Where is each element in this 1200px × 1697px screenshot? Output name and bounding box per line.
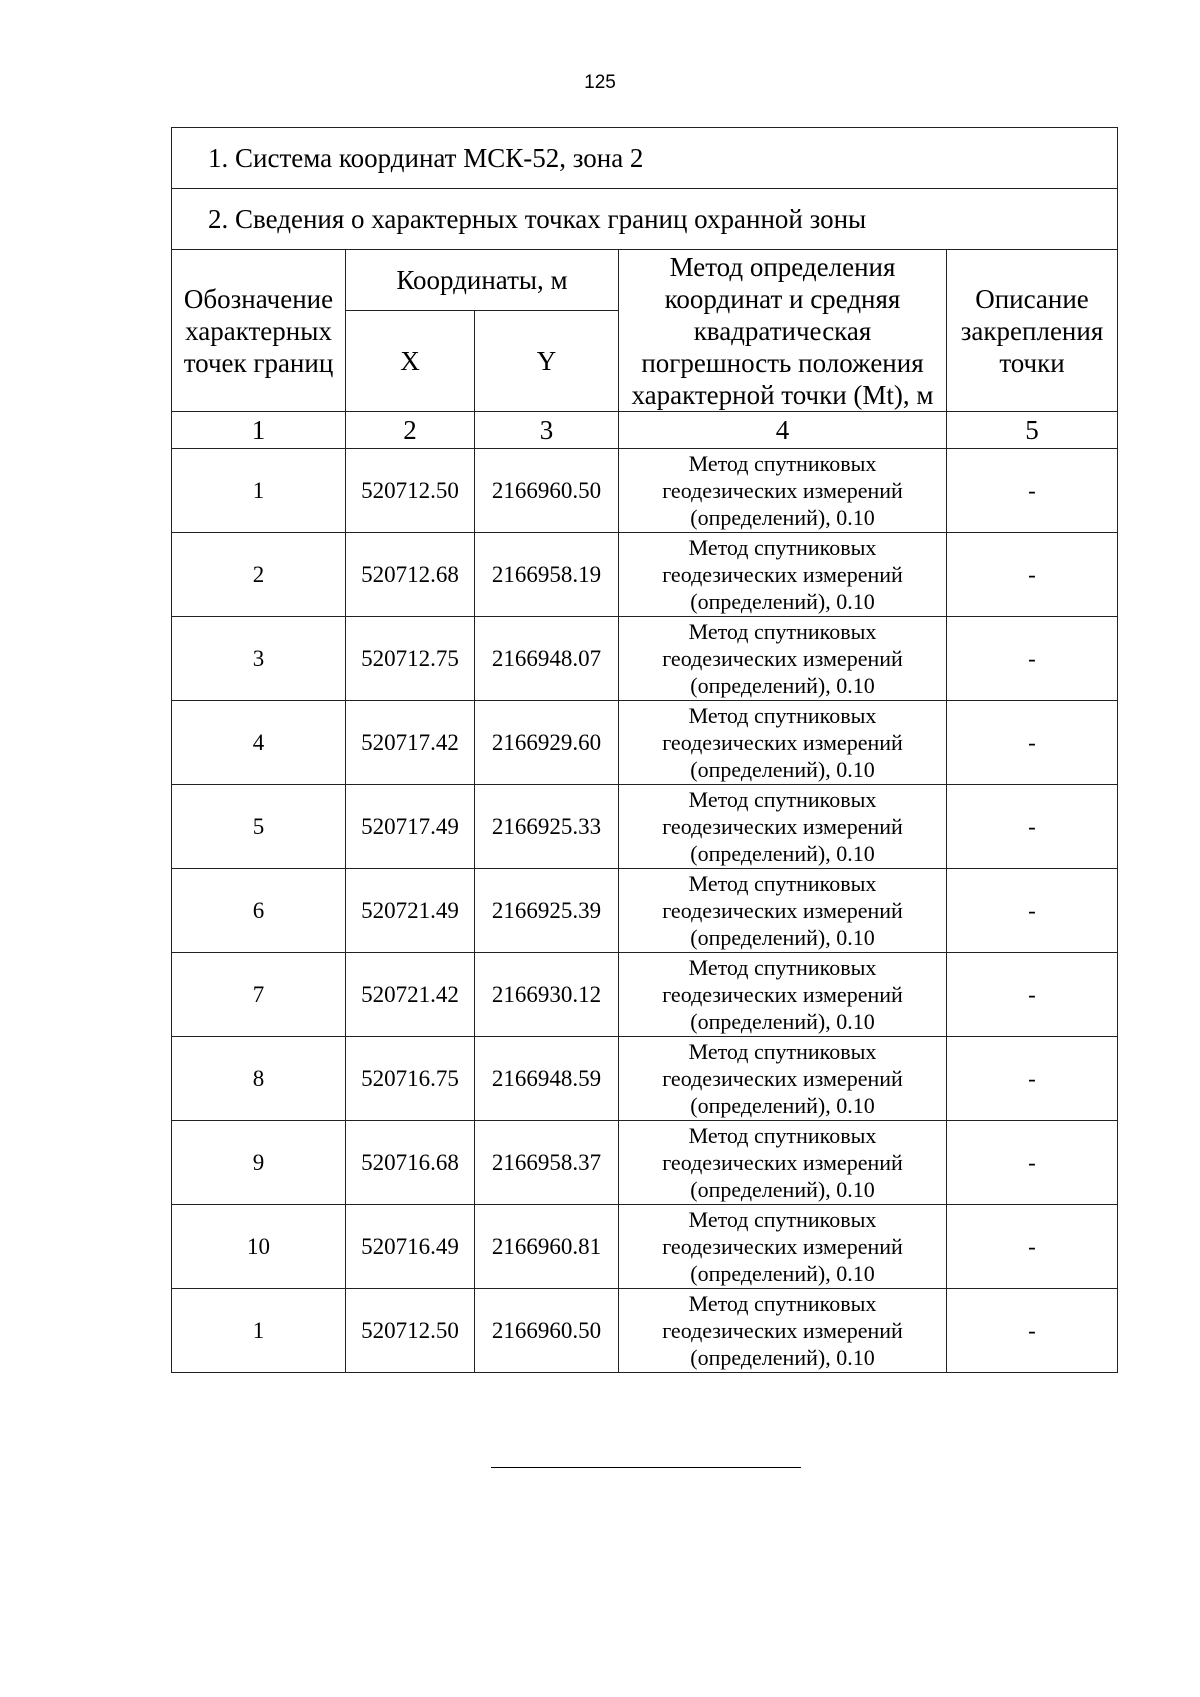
description-cell: - xyxy=(947,785,1118,869)
table-row xyxy=(172,1037,1118,1121)
method-cell: Метод спутниковых геодезических измерений (определений), 0.10 xyxy=(619,869,947,953)
point-id-cell: 6 xyxy=(172,869,346,953)
table-row xyxy=(172,617,1118,701)
coord-system-heading: 1. Система координат МСК-52, зона 2 xyxy=(172,128,1118,189)
column-number: 3 xyxy=(475,412,619,449)
description-cell: - xyxy=(947,869,1118,953)
point-id-cell: 3 xyxy=(172,617,346,701)
table-row xyxy=(172,1121,1118,1205)
method-cell: Метод спутниковых геодезических измерений (определений), 0.10 xyxy=(619,617,947,701)
description-cell: - xyxy=(947,701,1118,785)
point-id-cell: 1 xyxy=(172,449,346,533)
x-coordinate-cell: 520712.50 xyxy=(346,1289,475,1373)
x-coordinate-cell: 520716.68 xyxy=(346,1121,475,1205)
table-row xyxy=(172,449,1118,533)
point-id-cell: 9 xyxy=(172,1121,346,1205)
method-cell: Метод спутниковых геодезических измерений (определений), 0.10 xyxy=(619,1289,947,1373)
point-id-cell: 5 xyxy=(172,785,346,869)
y-coordinate-cell: 2166929.60 xyxy=(475,701,619,785)
table-row xyxy=(172,1205,1118,1289)
x-coordinate-cell: 520721.49 xyxy=(346,869,475,953)
header-designation: Обозначение характерных точек границ xyxy=(172,250,346,412)
x-coordinate-cell: 520712.50 xyxy=(346,449,475,533)
table-row xyxy=(172,1289,1118,1373)
description-cell: - xyxy=(947,617,1118,701)
y-coordinate-cell: 2166925.39 xyxy=(475,869,619,953)
description-cell: - xyxy=(947,1037,1118,1121)
table-row xyxy=(172,533,1118,617)
column-number: 1 xyxy=(172,412,346,449)
x-coordinate-cell: 520721.42 xyxy=(346,953,475,1037)
header-description: Описание закрепления точки xyxy=(947,250,1118,412)
header-coordinates: Координаты, м xyxy=(346,250,619,311)
method-cell: Метод спутниковых геодезических измерений (определений), 0.10 xyxy=(619,953,947,1037)
description-cell: - xyxy=(947,1205,1118,1289)
method-cell: Метод спутниковых геодезических измерений (определений), 0.10 xyxy=(619,701,947,785)
column-numbers-row xyxy=(172,412,1118,449)
y-coordinate-cell: 2166958.19 xyxy=(475,533,619,617)
y-coordinate-cell: 2166960.50 xyxy=(475,1289,619,1373)
column-number: 4 xyxy=(619,412,947,449)
header-y: Y xyxy=(475,311,619,412)
x-coordinate-cell: 520717.42 xyxy=(346,701,475,785)
method-cell: Метод спутниковых геодезических измерений (определений), 0.10 xyxy=(619,785,947,869)
y-coordinate-cell: 2166948.07 xyxy=(475,617,619,701)
method-cell: Метод спутниковых геодезических измерений (определений), 0.10 xyxy=(619,533,947,617)
table-row xyxy=(172,953,1118,1037)
x-coordinate-cell: 520712.75 xyxy=(346,617,475,701)
description-cell: - xyxy=(947,1121,1118,1205)
method-cell: Метод спутниковых геодезических измерений (определений), 0.10 xyxy=(619,449,947,533)
point-id-cell: 10 xyxy=(172,1205,346,1289)
page-number: 125 xyxy=(584,72,616,93)
column-number: 5 xyxy=(947,412,1118,449)
point-id-cell: 4 xyxy=(172,701,346,785)
point-id-cell: 2 xyxy=(172,533,346,617)
description-cell: - xyxy=(947,449,1118,533)
boundary-points-table xyxy=(171,127,1118,1373)
table-row xyxy=(172,701,1118,785)
point-id-cell: 8 xyxy=(172,1037,346,1121)
table-row xyxy=(172,869,1118,953)
method-cell: Метод спутниковых геодезических измерений (определений), 0.10 xyxy=(619,1037,947,1121)
x-coordinate-cell: 520712.68 xyxy=(346,533,475,617)
header-method: Метод определения координат и средняя квадратическая погрешность положения характерной точки (Mt), м xyxy=(619,250,947,412)
y-coordinate-cell: 2166948.59 xyxy=(475,1037,619,1121)
table-row xyxy=(172,785,1118,869)
description-cell: - xyxy=(947,533,1118,617)
points-info-heading: 2. Сведения о характерных точках границ охранной зоны xyxy=(172,189,1118,250)
description-cell: - xyxy=(947,1289,1118,1373)
x-coordinate-cell: 520717.49 xyxy=(346,785,475,869)
header-x: X xyxy=(346,311,475,412)
y-coordinate-cell: 2166960.81 xyxy=(475,1205,619,1289)
footer-separator-line xyxy=(491,1467,801,1468)
method-cell: Метод спутниковых геодезических измерений (определений), 0.10 xyxy=(619,1205,947,1289)
description-cell: - xyxy=(947,953,1118,1037)
point-id-cell: 1 xyxy=(172,1289,346,1373)
y-coordinate-cell: 2166930.12 xyxy=(475,953,619,1037)
y-coordinate-cell: 2166960.50 xyxy=(475,449,619,533)
point-id-cell: 7 xyxy=(172,953,346,1037)
x-coordinate-cell: 520716.49 xyxy=(346,1205,475,1289)
y-coordinate-cell: 2166925.33 xyxy=(475,785,619,869)
column-number: 2 xyxy=(346,412,475,449)
method-cell: Метод спутниковых геодезических измерений (определений), 0.10 xyxy=(619,1121,947,1205)
x-coordinate-cell: 520716.75 xyxy=(346,1037,475,1121)
y-coordinate-cell: 2166958.37 xyxy=(475,1121,619,1205)
